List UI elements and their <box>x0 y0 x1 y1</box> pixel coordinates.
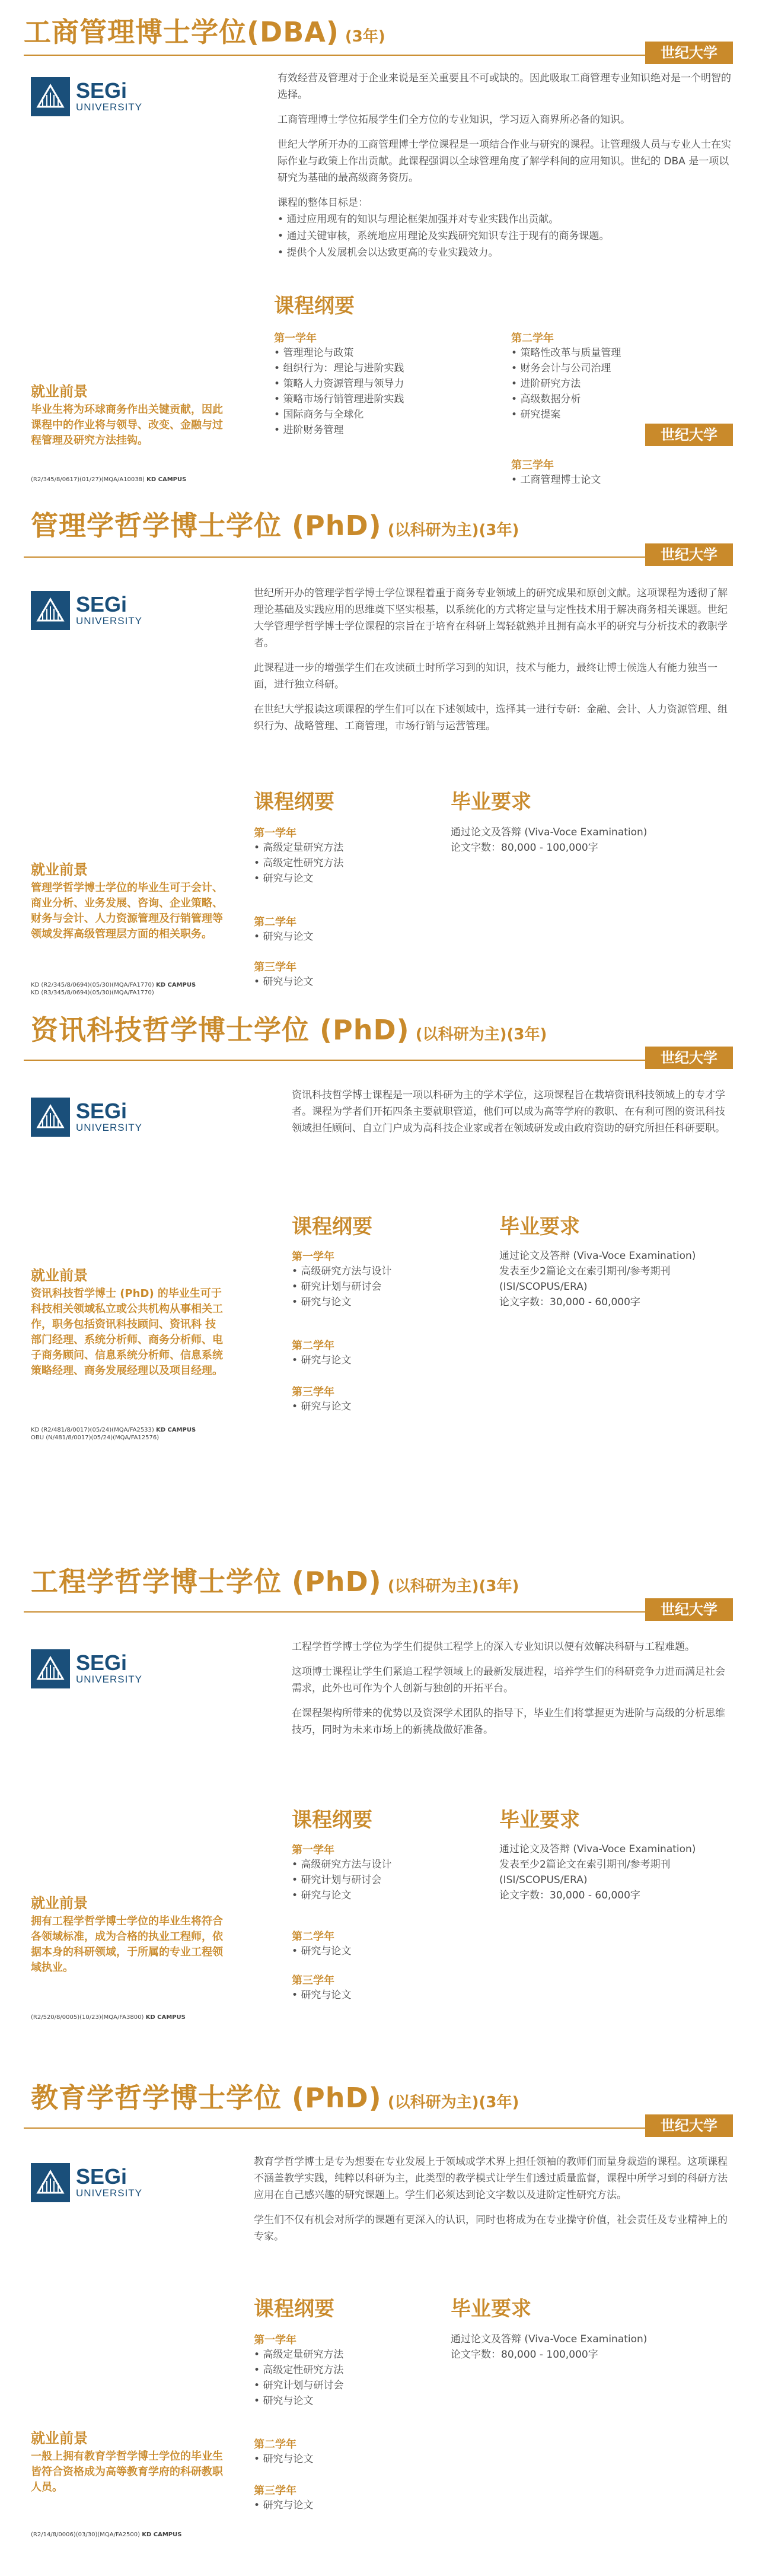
title-rule <box>24 55 733 56</box>
requirement-line: 发表至少2篇论文在索引期刊/参考期刊 <box>499 1859 671 1871</box>
course-item: • 国际商务与全球化 <box>274 407 404 422</box>
title-sub: (3年) <box>345 28 385 46</box>
section-title <box>31 1560 519 1599</box>
section-title <box>31 2076 519 2116</box>
title-sub: (以科研为主)(3年) <box>387 521 519 539</box>
course-item: • 研究与论文 <box>254 2498 313 2513</box>
prospect-text: 一般上拥有教育学哲学博士学位的毕业生皆符合资格成为高等教育学府的科研教职人员。 <box>31 2450 223 2494</box>
intro-para: 教育学哲学博士是专为想要在专业发展上于领域或学术界上担任领袖的教师们而量身裁造的课程。这项课程不涵盖教学实践，纯粹以科研为主，此类型的教学模式让学生们透过质量监督，课程中所学习到的科研方法应用在自己感兴趣的研究课题上。学生们必须达到论文字数以及进阶定性研究方法。 <box>254 2156 728 2201</box>
logo-university: UNIVERSITY <box>76 101 143 113</box>
prospect-text: 拥有工程学哲学博士学位的毕业生将符合各领域标准，成为合格的执业工程师，依据本身的科研领域，于所属的专业工程领域执业。 <box>31 1915 223 1974</box>
requirement-line: 论文字数：30,000 - 60,000字 <box>499 1890 640 1901</box>
requirement-line: 论文字数：30,000 - 60,000字 <box>499 1296 640 1308</box>
title-main: 管理学哲学博士学位 (PhD) <box>31 510 382 542</box>
course-item: • 研究与论文 <box>292 1353 351 1368</box>
year3-list <box>292 1987 351 2003</box>
course-item: • 策略市场行销管理进阶实践 <box>274 392 404 407</box>
graduation-requirements <box>499 1842 696 1903</box>
year3-title: 第三学年 <box>292 1386 334 1398</box>
year3-title: 第三学年 <box>254 961 296 974</box>
course-item: • 研究计划与研讨会 <box>292 1279 391 1295</box>
goal-item: • 提供个人发展机会以达致更高的专业实践效力。 <box>278 244 734 261</box>
year2-title: 第二学年 <box>292 1340 334 1352</box>
graduation-heading: 毕业要求 <box>451 2297 531 2321</box>
section-title <box>24 11 385 50</box>
year1-list <box>254 2347 343 2409</box>
course-item: • 研究与论文 <box>292 1399 351 1414</box>
year1-title: 第一学年 <box>254 827 296 839</box>
segi-logo <box>31 1649 142 1688</box>
segi-logo-icon <box>31 2163 70 2202</box>
segi-logo-icon <box>31 1649 70 1688</box>
graduation-requirements <box>451 825 647 856</box>
year1-list <box>254 840 343 886</box>
title-rule <box>24 2127 733 2129</box>
course-item: • 研究计划与研讨会 <box>254 2378 343 2393</box>
year1-title: 第一学年 <box>292 1251 334 1263</box>
accreditation-code: (R2/520/8/0005)(10/23)(MQA/FA3800) KD CAMPUS <box>31 2014 186 2021</box>
graduation-heading: 毕业要求 <box>499 1808 580 1832</box>
title-sub: (以科研为主)(3年) <box>387 2094 519 2111</box>
logo-university: UNIVERSITY <box>76 1674 143 1685</box>
title-sub: (以科研为主)(3年) <box>415 1026 547 1044</box>
segi-logo <box>31 591 142 630</box>
year1-title: 第一学年 <box>274 332 317 345</box>
intro-para: 有效经营及管理对于企业来说是至关重要且不可或缺的。因此吸取工商管理专业知识绝对是一个明智的选择。 <box>278 72 731 101</box>
brand-tag: 世纪大学 <box>645 2114 733 2137</box>
section-phd-it <box>0 1009 759 1543</box>
section-phd-education <box>0 2076 759 2576</box>
intro-para: 这项博士课程让学生们紧追工程学领域上的最新发展进程，培养学生们的科研竞争力进而满足社会需求，此外也可作为个人创新与独创的开拓平台。 <box>292 1666 725 1694</box>
requirement-line: (ISI/SCOPUS/ERA) <box>499 1874 588 1886</box>
course-item: • 研究与论文 <box>254 929 313 944</box>
goals-list <box>278 211 734 261</box>
intro-para: 工程学哲学博士学位为学生们提供工程学上的深入专业知识以便有效解决科研与工程难题。 <box>292 1641 695 1653</box>
title-main: 工程学哲学博士学位 (PhD) <box>31 1566 382 1598</box>
title-main: 资讯科技哲学博士学位 (PhD) <box>31 1014 410 1046</box>
section-dba <box>0 0 759 486</box>
intro-text <box>254 585 734 743</box>
accreditation-code: (R2/14/8/0006)(03/30)(MQA/FA2500) KD CAMPUS <box>31 2532 182 2538</box>
requirement-line: (ISI/SCOPUS/ERA) <box>499 1281 588 1293</box>
prospect-title: 就业前景 <box>31 383 88 400</box>
curriculum-heading: 课程纲要 <box>292 1215 372 1239</box>
intro-text <box>254 2154 734 2253</box>
segi-logo-icon <box>31 591 70 630</box>
course-item: • 策略性改革与质量管理 <box>511 345 621 361</box>
title-sub: (以科研为主)(3年) <box>387 1578 519 1595</box>
segi-logo <box>31 77 142 116</box>
course-item: • 研究与论文 <box>292 1295 391 1310</box>
course-item: • 管理理论与政策 <box>274 345 404 361</box>
year1-title: 第一学年 <box>292 1844 334 1856</box>
year1-list <box>292 1264 391 1310</box>
graduation-heading: 毕业要求 <box>451 790 531 814</box>
title-main: 教育学哲学博士学位 (PhD) <box>31 2082 382 2114</box>
title-rule <box>24 1060 733 1061</box>
segi-logo-icon <box>31 77 70 116</box>
logo-university: UNIVERSITY <box>76 615 143 626</box>
brand-tag: 世纪大学 <box>645 424 733 446</box>
prospect-title: 就业前景 <box>31 861 88 878</box>
course-item: • 研究与论文 <box>254 974 313 990</box>
curriculum-heading: 课程纲要 <box>274 294 355 318</box>
accreditation-code: (R2/345/8/0617)(01/27)(MQA/A10038) KD CAMPUS <box>31 476 187 483</box>
title-rule <box>24 1611 733 1613</box>
intro-para: 世纪大学所开办的工商管理博士学位课程是一项结合作业与研究的课程。让管理级人员与专业人士在实际作业与政策上作出贡献。此课程强调以全球管理角度了解学科间的应用知识。世纪的 DBA 是一项以研究为基础的最高级商务资历。 <box>278 139 731 184</box>
title-rule <box>24 556 733 558</box>
course-item: • 组织行为：理论与进阶实践 <box>274 361 404 376</box>
course-item: • 财务会计与公司治理 <box>511 361 621 376</box>
goal-item: • 通过应用现有的知识与理论框架加强并对专业实践作出贡献。 <box>278 211 734 228</box>
logo-brand: SEGi <box>76 2164 127 2189</box>
intro-para: 世纪所开办的管理学哲学博士学位课程着重于商务专业领域上的研究成果和原创文献。这项课程为透彻了解理论基础及实践应用的思维奠下坚实根基，以系统化的方式将定量与定性技术用于解决商务相关课题。世纪大学管理学哲学博士学位课程的宗旨在于培育在科研上驾轻就熟并且拥有高水平的研究与分析技术的教职学者。 <box>254 587 728 649</box>
requirement-line: 发表至少2篇论文在索引期刊/参考期刊 <box>499 1265 671 1277</box>
year3-title: 第三学年 <box>254 2485 296 2497</box>
course-item: • 高级研究方法与设计 <box>292 1857 391 1872</box>
brand-tag: 世纪大学 <box>645 42 733 64</box>
course-item: • 研究计划与研讨会 <box>292 1872 391 1888</box>
course-item: • 研究与论文 <box>254 871 343 886</box>
course-item: • 进阶研究方法 <box>511 376 621 392</box>
course-item: • 高级定量研究方法 <box>254 840 343 856</box>
intro-text <box>292 1639 734 1747</box>
year2-list <box>511 345 621 422</box>
requirement-line: 论文字数：80,000 - 100,000字 <box>451 842 598 854</box>
curriculum-heading: 课程纲要 <box>254 2297 334 2321</box>
year2-list <box>254 2451 313 2467</box>
year3-title: 第三学年 <box>292 1974 334 1987</box>
curriculum-heading: 课程纲要 <box>254 790 334 814</box>
year3-list <box>254 974 313 990</box>
course-item: • 工商管理博士论文 <box>511 472 601 488</box>
intro-para: 在世纪大学报读这项课程的学生们可以在下述领域中，选择其一进行专研：金融、会计、人力资源管理、组织行为、战略管理、工商管理，市场行销与运营管理。 <box>254 704 728 732</box>
year2-title: 第二学年 <box>254 2438 296 2451</box>
year2-list <box>292 1944 351 1959</box>
year1-list <box>292 1857 391 1903</box>
year3-list <box>511 472 601 488</box>
section-title <box>31 504 519 543</box>
graduation-requirements <box>499 1248 696 1310</box>
requirement-line: 通过论文及答辩 (Viva-Voce Examination) <box>451 826 648 838</box>
year1-list <box>274 345 404 438</box>
course-item: • 研究提案 <box>511 407 621 422</box>
goal-item: • 通过关键审核，系统地应用理论及实践研究知识专注于现有的商务课题。 <box>278 228 734 244</box>
intro-para: 此课程进一步的增强学生们在攻读硕士时所学习到的知识，技术与能力，最终让博士候选人有能力独当一面，进行独立科研。 <box>254 662 717 691</box>
requirement-line: 论文字数：80,000 - 100,000字 <box>451 2349 598 2361</box>
prospect-title: 就业前景 <box>31 2430 88 2447</box>
year2-title: 第二学年 <box>511 332 554 345</box>
course-item: • 高级定性研究方法 <box>254 2362 343 2378</box>
graduation-requirements <box>451 2332 647 2362</box>
intro-para: 资讯科技哲学博士课程是一项以科研为主的学术学位，这项课程旨在栽培资讯科技领域上的专才学者。课程为学者们开拓四条主要就职管道，他们可以成为高等学府的教职、在有利可图的资讯科技领域担任顾问、自立门户成为高科技企业家或者在领域研发或由政府资助的研究所担任科研要职。 <box>292 1089 725 1134</box>
accreditation-code: KD (R2/345/8/0694)(05/30)(MQA/FA1770) KD CAMPUS KD (R3/345/8/0694)(05/30)(MQA/FA1770) <box>31 982 196 996</box>
year3-list <box>254 2498 313 2513</box>
course-item: • 研究与论文 <box>292 1888 391 1903</box>
course-item: • 高级定性研究方法 <box>254 856 343 871</box>
segi-logo <box>31 2163 142 2202</box>
section-title <box>31 1009 547 1048</box>
course-item: • 研究与论文 <box>292 1987 351 2003</box>
prospect-title: 就业前景 <box>31 1895 88 1912</box>
segi-logo-icon <box>31 1098 70 1137</box>
logo-brand: SEGi <box>76 78 127 103</box>
prospect-title: 就业前景 <box>31 1267 88 1284</box>
year1-title: 第一学年 <box>254 2334 296 2346</box>
year3-list <box>292 1399 351 1414</box>
brand-tag: 世纪大学 <box>645 1598 733 1621</box>
logo-brand: SEGi <box>76 592 127 616</box>
course-item: • 研究与论文 <box>292 1944 351 1959</box>
prospect-text: 管理学哲学博士学位的毕业生可于会计、商业分析、业务发展、咨询、企业策略、财务与会计、人力资源管理及行销管理等领域发挥高级管理层方面的相关职务。 <box>31 882 223 940</box>
requirement-line: 通过论文及答辩 (Viva-Voce Examination) <box>451 2333 648 2345</box>
prospect-text: 资讯科技哲学博士 (PhD) 的毕业生可于科技相关领域私立或公共机构从事相关工作，职务包括资讯科技顾问、资讯科 技部门经理、系统分析师、商务分析师、电子商务顾问、信息系统分析师、信息系统策略经理、商务发展经理以及项目经理。 <box>31 1287 223 1377</box>
intro-para: 在课程架构所带来的优势以及资深学术团队的指导下，毕业生们将掌握更为进阶与高级的分析思维技巧，同时为未来市场上的新挑战做好准备。 <box>292 1707 725 1736</box>
requirement-line: 通过论文及答辩 (Viva-Voce Examination) <box>499 1843 696 1855</box>
brand-tag: 世纪大学 <box>645 1047 733 1069</box>
graduation-heading: 毕业要求 <box>499 1215 580 1239</box>
curriculum-heading: 课程纲要 <box>292 1808 372 1832</box>
year2-title: 第二学年 <box>254 916 296 928</box>
course-item: • 进阶财务管理 <box>274 422 404 438</box>
logo-university: UNIVERSITY <box>76 2187 143 2199</box>
requirement-line: 通过论文及答辩 (Viva-Voce Examination) <box>499 1250 696 1262</box>
segi-logo <box>31 1098 142 1137</box>
intro-para: 课程的整体目标是： <box>278 197 368 209</box>
course-item: • 研究与论文 <box>254 2393 343 2409</box>
course-item: • 策略人力资源管理与领导力 <box>274 376 404 392</box>
logo-brand: SEGi <box>76 1099 127 1123</box>
year2-title: 第二学年 <box>292 1931 334 1943</box>
intro-para: 工商管理博士学位拓展学生们全方位的专业知识，学习迈入商界所必备的知识。 <box>278 114 630 126</box>
logo-university: UNIVERSITY <box>76 1122 143 1133</box>
logo-brand: SEGi <box>76 1650 127 1675</box>
section-phd-engineering <box>0 1560 759 2071</box>
course-item: • 研究与论文 <box>254 2451 313 2467</box>
course-item: • 高级研究方法与设计 <box>292 1264 391 1279</box>
brand-tag: 世纪大学 <box>645 543 733 566</box>
year2-list <box>254 929 313 944</box>
year3-title: 第三学年 <box>511 459 554 472</box>
prospect-text: 毕业生将为环球商务作出关键贡献，因此课程中的作业将与领导、改变、金融与过程管理及研究方法挂钩。 <box>31 403 223 447</box>
course-item: • 高级定量研究方法 <box>254 2347 343 2362</box>
course-item: • 高级数据分析 <box>511 392 621 407</box>
year2-list <box>292 1353 351 1368</box>
accreditation-code: KD (R2/481/8/0017)(05/24)(MQA/FA2533) KD CAMPUS OBU (N/481/8/0017)(05/24)(MQA/FA12576) <box>31 1427 196 1441</box>
intro-text <box>292 1087 734 1145</box>
title-main: 工商管理博士学位(DBA) <box>24 16 339 48</box>
intro-para: 学生们不仅有机会对所学的课题有更深入的认识，同时也将成为在专业操守价值，社会责任及专业精神上的专家。 <box>254 2214 728 2243</box>
intro-text <box>278 70 734 261</box>
section-phd-management <box>0 504 759 1009</box>
